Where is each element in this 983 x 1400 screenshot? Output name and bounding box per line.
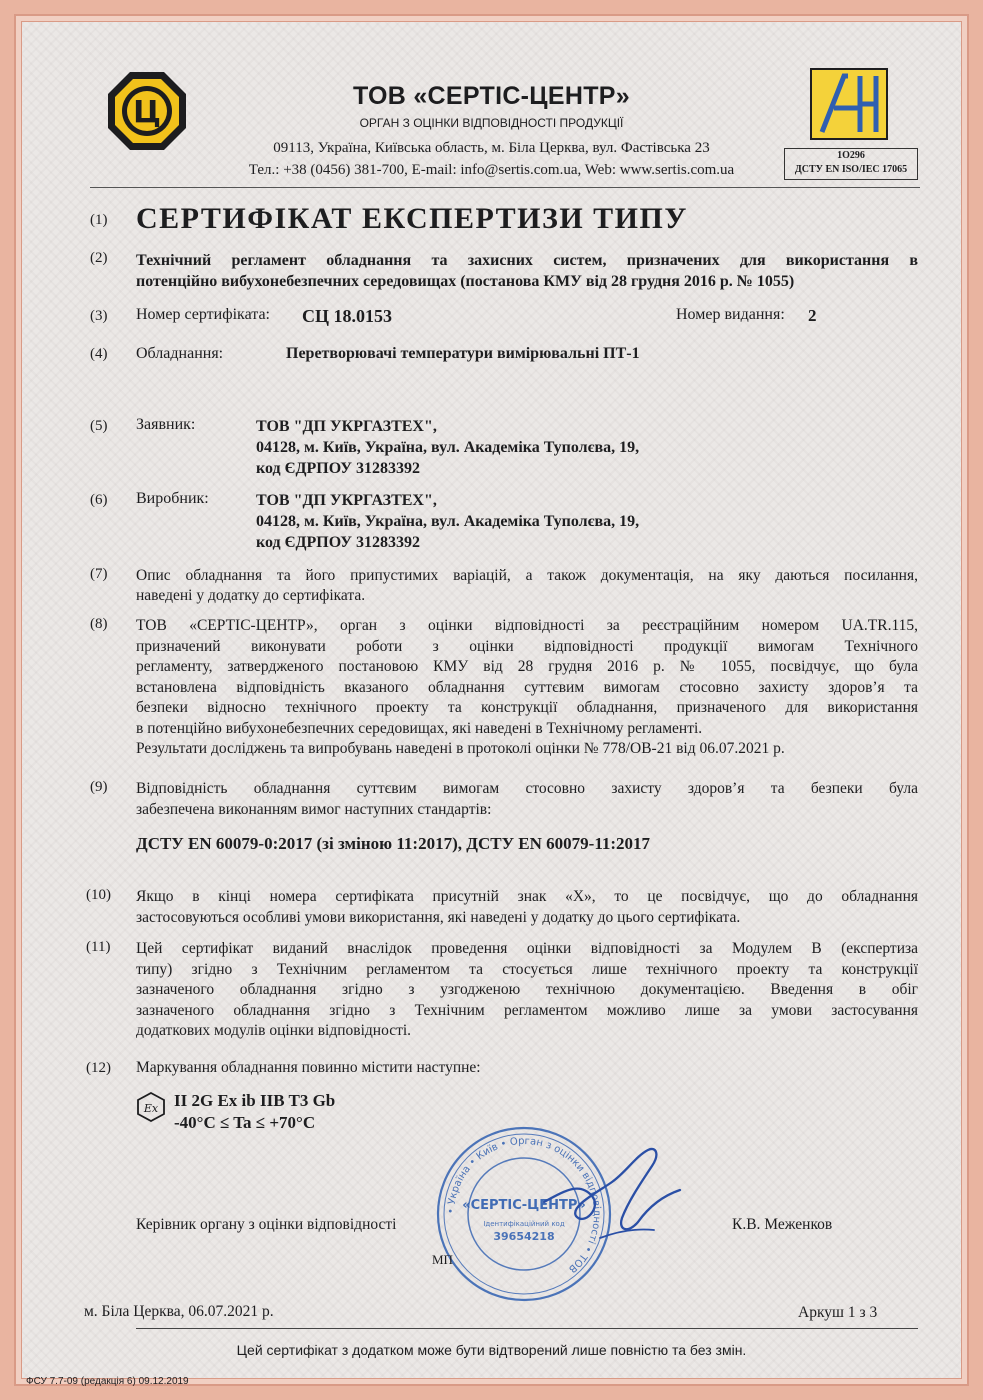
section-number: (12): [86, 1060, 111, 1076]
applicant-label: Заявник:: [136, 416, 196, 433]
regulation-line: Технічний регламент обладнання та захисних систем, призначених для використання в: [136, 252, 918, 269]
section-number: (10): [86, 887, 111, 903]
statement-line: призначений виконувати роботи з оцінки відповідності продукції вимогам Технічного: [136, 637, 918, 655]
sheet-counter: Аркуш 1 з 3: [798, 1304, 878, 1321]
signatory-name: К.В. Меженков: [732, 1216, 833, 1233]
stamp-code-value: 39654218: [493, 1230, 555, 1243]
head-of-body-label: Керівник органу з оцінки відповідності: [136, 1216, 397, 1233]
standards-line: Відповідність обладнання суттєвим вимогам стосовно захисту здоров’я та безпеки була: [136, 780, 918, 797]
applicant-code: код ЄДРПОУ 31283392: [256, 460, 421, 477]
manufacturer-label: Виробник:: [136, 490, 209, 507]
section-number: (1): [90, 212, 108, 228]
stamp-ring-text: • Україна • Київ • Орган з оцінки відповідності • ТОВ: [445, 1135, 603, 1275]
cert-number-label: Номер сертифіката:: [136, 306, 270, 323]
ex-symbol: Ex: [143, 1102, 159, 1115]
special-conditions-line: Якщо в кінці номера сертифіката присутній знак «Х», то це посвідчує, що до обладнання: [136, 888, 918, 905]
header-divider: [90, 187, 920, 188]
applicant-name: ТОВ "ДП УКРГАЗТЕХ",: [256, 418, 437, 435]
statement-line: встановлена відповідність вказаного обладнання суттєвим вимогам стосовно захисту здоров’я та: [136, 678, 918, 696]
section-number: (8): [90, 616, 108, 632]
equipment-value: Перетворювачі температури вимірювальні ПТ-1: [286, 345, 640, 362]
stamp-code-label: Ідентифікаційний код: [483, 1220, 565, 1228]
section-number: (11): [86, 939, 111, 955]
reproduction-notice: Цей сертифікат з додатком може бути відтворений лише повністю та без змін.: [236, 1342, 747, 1358]
statement-line: в потенційно вибухонебезпечних середовищах, які наведені в Технічному регламенті.: [136, 719, 703, 737]
module-b-line: зазначеного обладнання згідно з Технічним регламентом можливо лише за умови застосування: [136, 1001, 918, 1019]
form-code: ФСУ 7.7-09 (редакція 6) 09.12.2019: [26, 1376, 189, 1387]
section-number: (3): [90, 308, 108, 324]
module-b-line: додаткових модулів оцінки відповідності.: [136, 1022, 412, 1039]
section-number: (4): [90, 346, 108, 362]
manufacturer-code: код ЄДРПОУ 31283392: [256, 534, 421, 551]
regulation-line: потенційно вибухонебезпечних середовищах (постанова КМУ від 28 грудня 2016 р. № 1055): [136, 273, 795, 290]
issue-number-label: Номер видання:: [676, 306, 785, 323]
marking-line: -40°C ≤ Ta ≤ +70°C: [174, 1113, 316, 1132]
module-b-text: [136, 939, 918, 1042]
conformity-statement: [136, 616, 918, 760]
stamp-center-text: «СЕРТІС-ЦЕНТР»: [462, 1198, 586, 1213]
issue-number-value: 2: [808, 306, 817, 325]
statement-line: регламенту, затвердженого постановою КМУ від 28 грудня 2016 р. № 1055, посвідчує, що була: [136, 658, 918, 675]
special-conditions-text: [136, 887, 918, 928]
handwritten-signature-icon: [536, 1142, 686, 1250]
module-b-line: типу) згідно з Технічним регламентом та стосується лише технічного проекту та конструкції: [136, 960, 918, 978]
statement-line: ТОВ «СЕРТІС-ЦЕНТР», орган з оцінки відповідності за реєстраційним номером UA.TR.115,: [136, 617, 918, 634]
module-b-line: Цей сертифікат виданий внаслідок проведення оцінки відповідності за Модулем В (експертиза: [136, 940, 918, 957]
standards-intro: [136, 779, 918, 820]
equipment-label: Обладнання:: [136, 345, 224, 362]
section-number: (2): [90, 250, 108, 266]
cert-number-value: СЦ 18.0153: [302, 306, 392, 326]
certificate-title: СЕРТИФІКАТ ЕКСПЕРТИЗИ ТИПУ: [136, 202, 688, 235]
manufacturer-details: [256, 490, 639, 553]
section-number: (7): [90, 566, 108, 582]
accreditation-number: 1O296: [837, 150, 865, 161]
description-text: [136, 566, 918, 606]
marking-line: II 2G Ex ib IIB T3 Gb: [174, 1091, 336, 1110]
marking-label: Маркування обладнання повинно містити наступне:: [136, 1059, 481, 1076]
stamp-place-label: МП: [432, 1252, 453, 1267]
organization-subtitle: ОРГАН З ОЦІНКИ ВІДПОВІДНОСТІ ПРОДУКЦІЇ: [359, 116, 624, 130]
section-number: (5): [90, 418, 108, 434]
section-number: (9): [90, 779, 108, 795]
logo-letter: Ц: [133, 95, 161, 130]
place-and-date: м. Біла Церква, 06.07.2021 р.: [84, 1303, 274, 1320]
organization-address: 09113, Україна, Київська область, м. Біла Церква, вул. Фастівська 23: [273, 140, 710, 156]
accreditation-box: [784, 148, 918, 180]
accreditation-standard: ДСТУ EN ISO/IEC 17065: [794, 164, 908, 175]
description-line: наведені у додатку до сертифіката.: [136, 587, 366, 604]
organization-contacts: Тел.: +38 (0456) 381-700, E-mail: info@sertis.com.ua, Web: www.sertis.com.ua: [248, 162, 735, 178]
section-number: (6): [90, 492, 108, 508]
applicant-details: [256, 416, 639, 479]
applicant-address: 04128, м. Київ, Україна, вул. Академіка Туполєва, 19,: [256, 439, 640, 456]
statement-line: Результати досліджень та випробувань наведені в протоколі оцінки № 778/ОВ-21 від 06.07.2021 р.: [136, 740, 785, 757]
ex-hexagon-icon: [136, 1092, 166, 1122]
statement-line: безпеки відносно технічного проекту та конструкції обладнання, призначеного для використання: [136, 699, 918, 716]
description-line: Опис обладнання та його припустимих варіацій, а також документація, на яку даються посилання,: [136, 567, 918, 584]
regulation-text: [136, 250, 918, 292]
organization-name: ТОВ «СЕРТІС-ЦЕНТР»: [353, 82, 630, 110]
module-b-line: зазначеного обладнання згідно з узгодженою технічною документацією. Введення в обіг: [136, 981, 918, 998]
manufacturer-name: ТОВ "ДП УКРГАЗТЕХ",: [256, 492, 437, 509]
manufacturer-address: 04128, м. Київ, Україна, вул. Академіка Туполєва, 19,: [256, 513, 640, 530]
standards-list: ДСТУ EN 60079-0:2017 (зі зміною 11:2017), ДСТУ EN 60079-11:2017: [136, 834, 651, 853]
standards-line: забезпечена виконанням вимог наступних стандартів:: [136, 800, 492, 818]
marking-values: [174, 1090, 335, 1134]
special-conditions-line: застосовуються особливі умови використання, які наведені у додатку до цього сертифіката.: [136, 908, 741, 926]
footer-divider: [136, 1328, 918, 1329]
